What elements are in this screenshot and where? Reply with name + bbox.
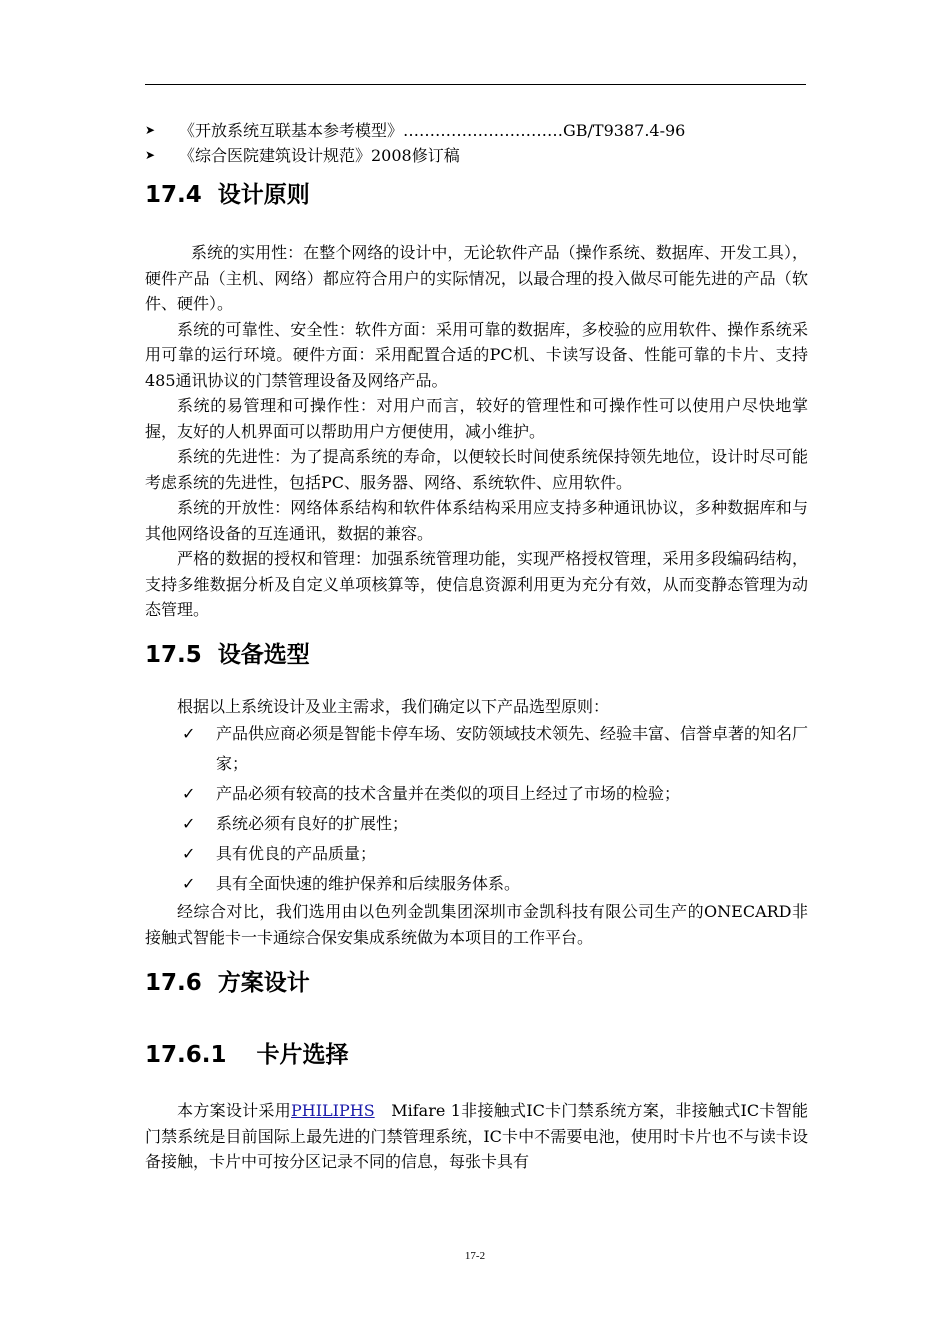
principle-paragraph: 严格的数据的授权和管理：加强系统管理功能，实现严格授权管理，采用多段编码结构，支持多维数据分析及自定义单项核算等，使信息资源利用更为充分有效，从而变静态管理为动态管理。 [145, 549, 808, 619]
list-item: ✓ 系统必须有良好的扩展性； [145, 809, 808, 839]
reference-text: 《开放系统互联基本参考模型》…………………………GB/T9387.4-96 [179, 121, 686, 140]
checkmark-icon: ✓ [182, 814, 196, 833]
header-rule [145, 84, 806, 85]
page-number: 17-2 [464, 1250, 486, 1262]
card-paragraph: 本方案设计采用PHILIPHS Mifare 1非接触式IC卡门禁系统方案，非接触式IC卡智能门禁系统是目前国际上最先进的门禁管理系统，IC卡中不需要电池，使用时卡片也不与读卡设备接触，卡片中可按分区记录不同的信息，每张卡具有 [145, 1101, 808, 1171]
section-heading-17-6-1: 17.6.1 卡片选择 [145, 1042, 349, 1068]
reference-item [145, 143, 808, 168]
list-item: ✓ 产品供应商必须是智能卡停车场、安防领域技术领先、经验丰富、信誉卓著的知名厂家； [145, 719, 808, 779]
reference-text: 《综合医院建筑设计规范》2008修订稿 [179, 146, 460, 165]
checkmark-icon: ✓ [182, 784, 196, 803]
arrow-bullet-icon: ➤ [145, 148, 156, 162]
list-item: ✓ 产品必须有较高的技术含量并在类似的项目上经过了市场的检验； [145, 779, 808, 809]
selection-conclusion: 经综合对比，我们选用由以色列金凯集团深圳市金凯科技有限公司生产的ONECARD非接触式智能卡一卡通综合保安集成系统做为本项目的工作平台。 [145, 902, 808, 947]
checkmark-icon: ✓ [182, 874, 196, 893]
principle-paragraph: 系统的先进性：为了提高系统的寿命，以便较长时间使系统保持领先地位，设计时尽可能考虑系统的先进性，包括PC、服务器、网络、系统软件、应用软件。 [145, 447, 808, 492]
section-heading-17-4: 17.4 设计原则 [145, 182, 310, 208]
section-heading-17-6: 17.6 方案设计 [145, 970, 310, 996]
philiphs-link[interactable]: PHILIPHS [291, 1101, 375, 1120]
checkmark-icon: ✓ [182, 844, 196, 863]
selection-list [145, 719, 808, 899]
principle-paragraph: 系统的实用性：在整个网络的设计中，无论软件产品（操作系统、数据库、开发工具），硬件产品（主机、网络）都应符合用户的实际情况，以最合理的投入做尽可能先进的产品（软件、硬件）。 [145, 243, 808, 313]
list-item: ✓ 具有优良的产品质量； [145, 839, 808, 869]
checkmark-icon: ✓ [182, 724, 196, 743]
principle-paragraph: 系统的可靠性、安全性：软件方面：采用可靠的数据库，多校验的应用软件、操作系统采用可靠的运行环境。硬件方面：采用配置合适的PC机、卡读写设备、性能可靠的卡片、支持485通讯协议的门禁管理设备及网络产品。 [145, 319, 808, 390]
page-content [145, 118, 808, 1175]
reference-item [145, 118, 808, 143]
arrow-bullet-icon: ➤ [145, 123, 156, 137]
list-item: ✓ 具有全面快速的维护保养和后续服务体系。 [145, 869, 808, 899]
principle-paragraph: 系统的开放性：网络体系结构和软件体系结构采用应支持多种通讯协议，多种数据库和与其他网络设备的互连通讯，数据的兼容。 [145, 498, 808, 543]
selection-intro: 根据以上系统设计及业主需求，我们确定以下产品选型原则： [177, 696, 610, 716]
principle-paragraph: 系统的易管理和可操作性：对用户而言，较好的管理性和可操作性可以使用户尽快地掌握，友好的人机界面可以帮助用户方便使用，减小维护。 [145, 396, 808, 441]
section-heading-17-5: 17.5 设备选型 [145, 641, 310, 668]
